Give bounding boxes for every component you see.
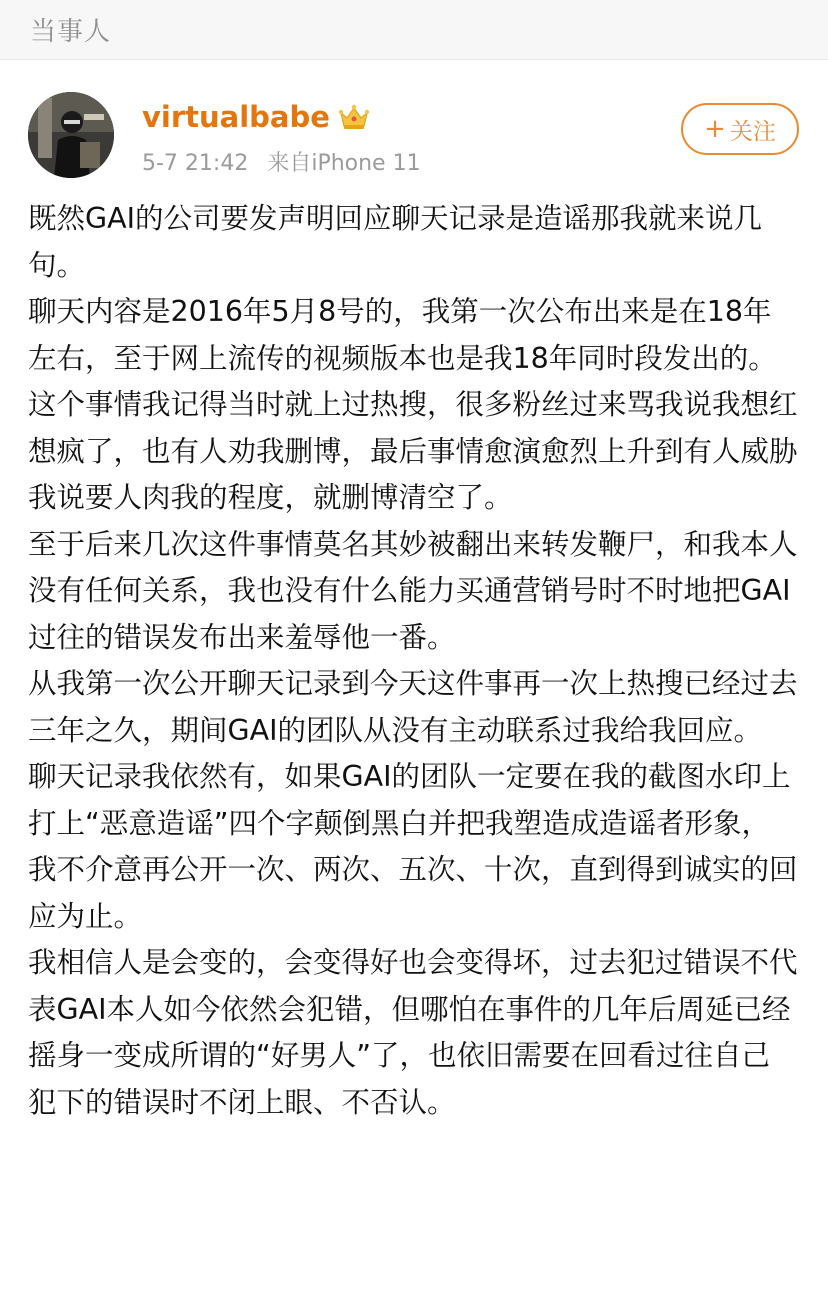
user-avatar-photo-icon: [28, 92, 114, 178]
post-paragraph: 这个事情我记得当时就上过热搜，很多粉丝过来骂我说我想红想疯了，也有人劝我删博，最后事情愈演愈烈上升到有人威胁我说要人肉我的程度，就删博清空了。: [28, 388, 798, 514]
section-header: [0, 0, 828, 60]
post-paragraph: 聊天内容是2016年5月8号的，我第一次公布出来是在18年左右，至于网上流传的视频版本也是我18年同时段发出的。: [28, 295, 777, 375]
post-paragraph: 既然GAI的公司要发声明回应聊天记录是造谣那我就来说几句。: [28, 202, 762, 282]
avatar[interactable]: [28, 92, 114, 178]
post-paragraph: 从我第一次公开聊天记录到今天这件事再一次上热搜已经过去三年之久，期间GAI的团队从没有主动联系过我给我回应。: [28, 667, 798, 747]
post-body: [28, 196, 798, 1126]
plus-icon: +: [704, 114, 726, 144]
post-paragraph: 聊天记录我依然有，如果GAI的团队一定要在我的截图水印上打上“恶意造谣”四个字颠倒黑白并把我塑造成造谣者形象，我不介意再公开一次、两次、五次、十次，直到得到诚实的回应为止。: [28, 760, 798, 933]
post-paragraph: 我相信人是会变的，会变得好也会变得坏，过去犯过错误不代表GAI本人如今依然会犯错，但哪怕在事件的几年后周延已经摇身一变成所谓的“好男人”了，也依旧需要在回看过往自己犯下的错误时不闭上眼、不否认。: [28, 946, 798, 1119]
follow-label: 关注: [729, 118, 776, 145]
username[interactable]: virtualbabe: [142, 100, 330, 134]
username-line: [142, 100, 370, 134]
post-source[interactable]: 来自iPhone 11: [267, 151, 421, 176]
section-title: 当事人: [30, 17, 112, 47]
crown-vip-icon: [338, 103, 370, 131]
post-time: 5-7 21:42: [142, 151, 249, 176]
follow-button[interactable]: [681, 103, 799, 155]
post-paragraph: 至于后来几次这件事情莫名其妙被翻出来转发鞭尸，和我本人没有任何关系，我也没有什么能力买通营销号时不时地把GAI过往的错误发布出来羞辱他一番。: [28, 527, 798, 654]
post-meta: [142, 146, 421, 177]
